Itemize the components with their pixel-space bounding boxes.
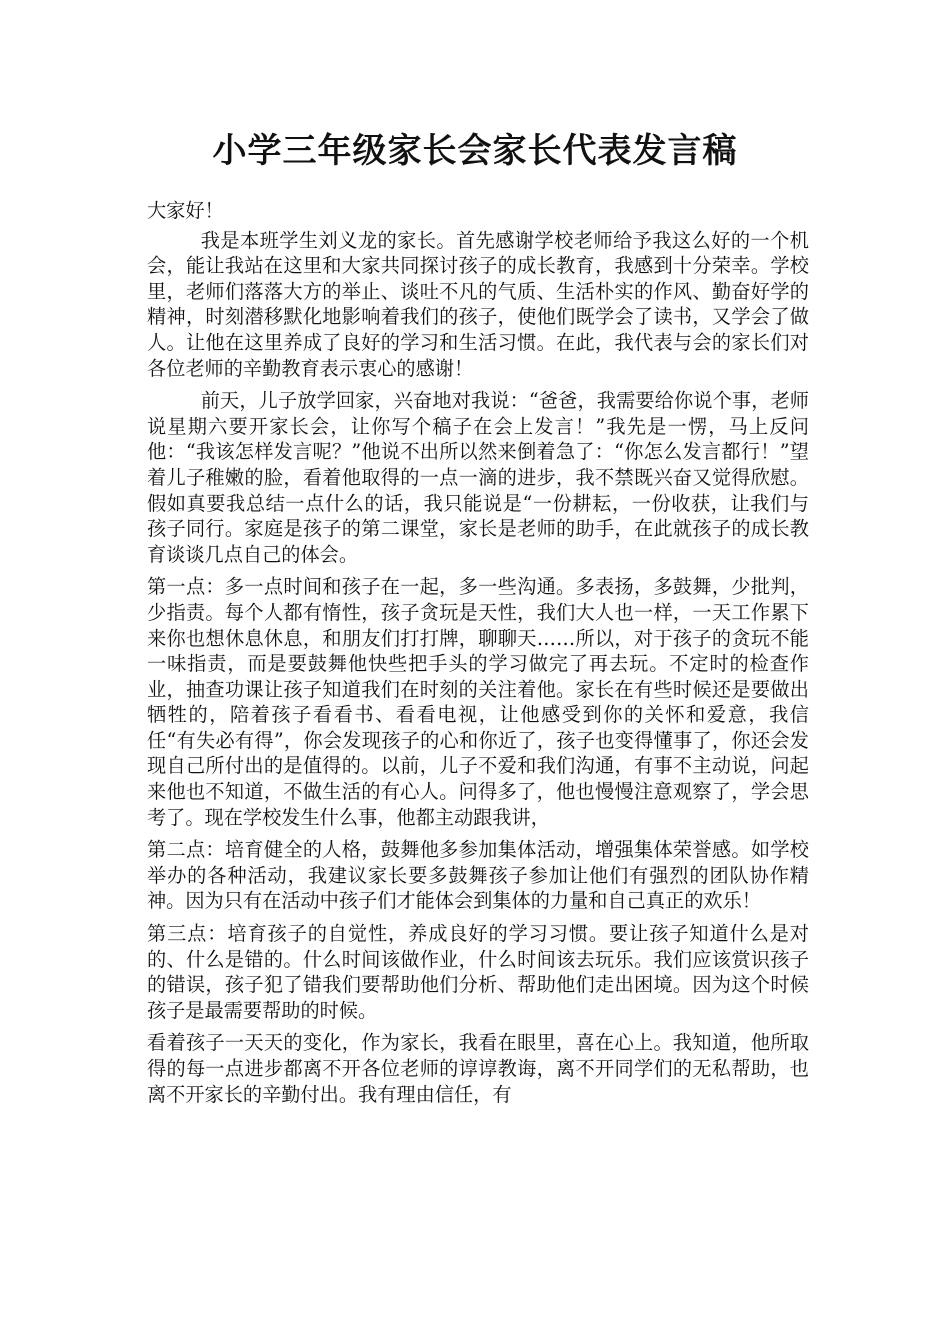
greeting: 大家好！ [147, 199, 224, 222]
paragraph-intro: 我是本班学生刘义龙的家长。首先感谢学校老师给予我这么好的一个机会，能让我站在这里和大家共同探讨孩子的成长教育，我感到十分荣幸。学校里，老师们落落大方的举止、谈吐不凡的气质、生活朴实的作风、勤奋好学的精神，时刻潜移默化地影响着我们的孩子，使他们既学会了读书，又学会了做人。让他在这里养成了良好的学习和生活习惯。在此，我代表与会的家长们对各位老师的辛勤教育表示衷心的感谢！ [147, 228, 809, 380]
paragraph-point-1: 第一点：多一点时间和孩子在一起，多一些沟通。多表扬，多鼓舞，少批判，少指责。每个人都有惰性，孩子贪玩是天性，我们大人也一样，一天工作累下来你也想休息休息，和朋友们打打牌，聊聊天……所以，对于孩子的贪玩不能一味指责，而是要鼓舞他快些把手头的学习做完了再去玩。不定时的检查作业，抽查功课让孩子知道我们在时刻的关注着他。家长在有些时候还是要做出牺牲的，陪着孩子看看书、看看电视，让他感受到你的关怀和爱意，我信任“有失必有得”，你会发现孩子的心和你近了，孩子也变得懂事了，你还会发现自己所付出的是值得的。以前，儿子不爱和我们沟通，有事不主动说，问起来他也不知道，不做生活的有心人。问得多了，他也慢慢注意观察了，学会思考了。现在学校发生什么事，他都主动跟我讲， [147, 575, 809, 829]
document-body [147, 198, 809, 1114]
paragraph-closing: 看着孩子一天天的变化，作为家长，我看在眼里，喜在心上。我知道，他所取得的每一点进步都离不开各位老师的谆谆教诲，离不开同学们的无私帮助，也离不开家长的辛勤付出。我有理由信任，有 [147, 1031, 809, 1106]
paragraph-anecdote: 前天，儿子放学回家，兴奋地对我说：“爸爸，我需要给你说个事，老师说星期六要开家长会，让你写个稿子在会上发言！”我先是一愣，马上反问他：“我该怎样发言呢？”他说不出所以然来倒着急了：“你怎么发言都行！”望着儿子稚嫩的脸，看着他取得的一点一滴的进步，我不禁既兴奋又觉得欣慰。假如真要我总结一点什么的话，我只能说是“一份耕耘，一份收获，让我们与孩子同行。家庭是孩子的第二课堂，家长是老师的助手，在此就孩子的成长教育谈谈几点自己的体会。 [147, 389, 809, 566]
document-title: 小学三年级家长会家长代表发言稿 [212, 131, 738, 171]
paragraph-point-2: 第二点：培育健全的人格，鼓舞他多参加集体活动，增强集体荣誉感。如学校举办的各种活动，我建议家长要多鼓舞孩子参加让他们有强烈的团队协作精神。因为只有在活动中孩子们才能体会到集体的力量和自己真正的欢乐！ [147, 838, 809, 913]
paragraph-point-3: 第三点：培育孩子的自觉性，养成良好的学习习惯。要让孩子知道什么是对的、什么是错的。什么时间该做作业，什么时间该去玩乐。我们应该赏识孩子的错误，孩子犯了错我们要帮助他们分析、帮助他们走出困境。因为这个时候孩子是最需要帮助的时候。 [147, 922, 809, 1022]
